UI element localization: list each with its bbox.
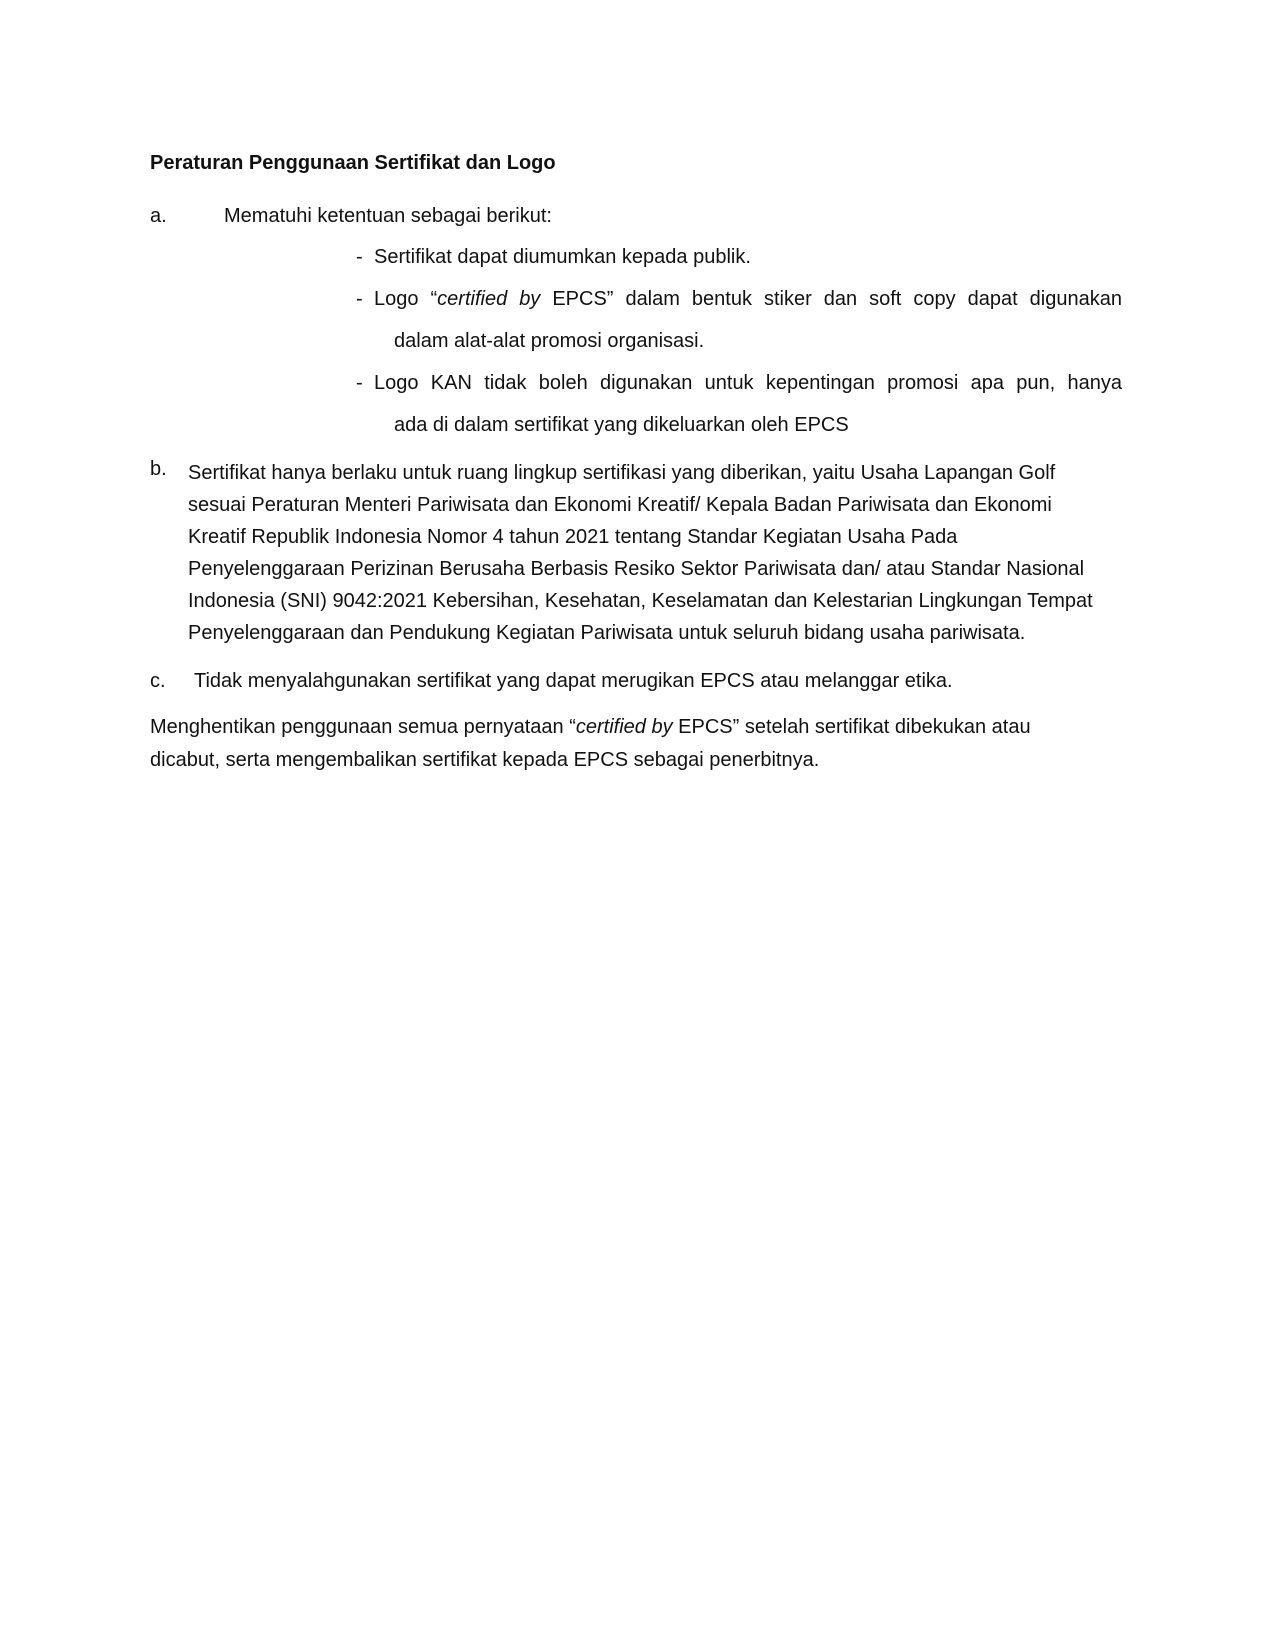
item-b-line: Indonesia (SNI) 9042:2021 Kebersihan, Kesehatan, Keselamatan dan Kelestarian Lingkungan Tempat xyxy=(188,590,1093,612)
item-a-text: Mematuhi ketentuan sebagai berikut: xyxy=(224,205,552,227)
bullet-2-pre: Logo “ xyxy=(374,288,438,310)
item-b-line: Sertifikat hanya berlaku untuk ruang lingkup sertifikasi yang diberikan, yaitu Usaha Lapangan Golf xyxy=(188,462,1056,484)
item-b-line: Kreatif Republik Indonesia Nomor 4 tahun 2021 tentang Standar Kegiatan Usaha Pada xyxy=(188,526,958,548)
bullet-2-italic: certified by xyxy=(437,288,541,310)
bullet-2-post: EPCS” dalam bentuk stiker dan soft copy dapat digunakan xyxy=(540,288,1122,310)
closing-line-1-italic: certified by xyxy=(575,716,673,738)
bullet-dash: - xyxy=(356,372,363,394)
closing-line-1 xyxy=(150,711,1110,744)
bullet-dash: - xyxy=(356,246,363,268)
item-b-line: sesuai Peraturan Menteri Pariwisata dan Ekonomi Kreatif/ Kepala Badan Pariwisata dan Ekonomi xyxy=(188,494,1052,516)
item-b-marker: b. xyxy=(150,458,167,480)
closing-line-1-post: EPCS” setelah sertifikat dibekukan atau xyxy=(672,716,1031,738)
bullet-2-continuation: dalam alat-alat promosi organisasi. xyxy=(394,330,705,352)
closing-paragraph xyxy=(150,711,1110,777)
bullet-3-text: Logo KAN tidak boleh digunakan untuk kepentingan promosi apa pun, hanya xyxy=(374,372,1122,394)
item-b-paragraph xyxy=(188,457,1128,649)
bullet-1-text: Sertifikat dapat diumumkan kepada publik. xyxy=(374,246,751,268)
bullet-2-text xyxy=(374,287,1122,311)
item-b-line: Penyelenggaraan dan Pendukung Kegiatan Pariwisata untuk seluruh bidang usaha pariwisata. xyxy=(188,622,1026,644)
bullet-3-continuation: ada di dalam sertifikat yang dikeluarkan oleh EPCS xyxy=(394,414,849,436)
item-b-line: Penyelenggaraan Perizinan Berusaha Berbasis Resiko Sektor Pariwisata dan/ atau Standar Nasional xyxy=(188,558,1085,580)
closing-line-2: dicabut, serta mengembalikan sertifikat kepada EPCS sebagai penerbitnya. xyxy=(150,749,820,771)
item-c-text: Tidak menyalahgunakan sertifikat yang dapat merugikan EPCS atau melanggar etika. xyxy=(194,670,953,692)
item-c-marker: c. xyxy=(150,670,166,692)
document-title: Peraturan Penggunaan Sertifikat dan Logo xyxy=(150,152,556,174)
item-a-marker: a. xyxy=(150,205,167,227)
bullet-dash: - xyxy=(356,288,363,310)
closing-line-1-pre: Menghentikan penggunaan semua pernyataan “ xyxy=(150,716,576,738)
